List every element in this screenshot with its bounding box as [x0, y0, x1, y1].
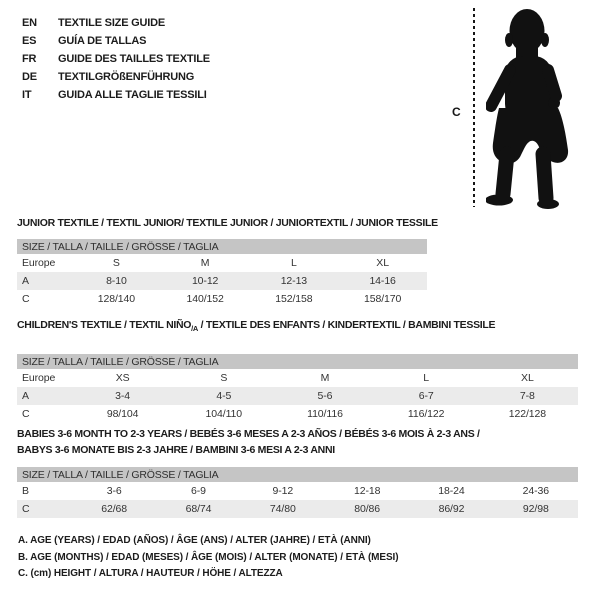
table-row	[17, 290, 427, 308]
cell: 80/86	[354, 503, 381, 515]
cell: 86/92	[438, 503, 465, 515]
cell: XL	[376, 257, 389, 269]
babies-section	[17, 426, 578, 518]
language-label: TEXTILE SIZE GUIDE	[58, 17, 166, 29]
row-label: B	[22, 485, 29, 497]
cell: 62/68	[101, 503, 128, 515]
row-label: Europe	[22, 372, 56, 385]
cell: 7-8	[519, 390, 535, 403]
cell: 68/74	[185, 503, 212, 515]
row-label: A	[22, 390, 29, 403]
list-item	[22, 50, 210, 68]
language-code: DE	[22, 71, 37, 83]
size-header-bar: SIZE / TALLA / TAILLE / GRÖSSE / TAGLIA	[17, 239, 427, 254]
table-row	[17, 369, 578, 387]
babies-section-title-line1: BABIES 3-6 MONTH TO 2-3 YEARS / BEBÉS 3-6 MESES A 2-3 AÑOS / BÉBÉS 3-6 MOIS À 2-3 ANS /	[17, 428, 480, 440]
cell: 8-10	[106, 275, 127, 287]
cell: M	[320, 372, 330, 385]
cell: 74/80	[269, 503, 296, 515]
cell: 140/152	[186, 293, 224, 305]
junior-section-title: JUNIOR TEXTILE / TEXTIL JUNIOR/ TEXTILE JUNIOR / JUNIORTEXTIL / JUNIOR TESSILE	[17, 217, 438, 229]
language-label: TEXTILGRÖßENFÜHRUNG	[58, 71, 195, 83]
language-list	[22, 14, 210, 104]
babies-section-title-line2: BABYS 3-6 MONATE BIS 2-3 JAHRE / BAMBINI 3-6 MESI A 2-3 ANNI	[17, 444, 335, 456]
row-label: A	[22, 275, 29, 287]
cell: 18-24	[438, 485, 465, 497]
cell: 24-36	[522, 485, 549, 497]
cell: 122/128	[508, 408, 546, 421]
legend-line-b: B. AGE (MONTHS) / EDAD (MESES) / ÂGE (MOIS) / ALTER (MONATE) / ETÀ (MESI)	[18, 551, 399, 563]
table-row	[17, 482, 578, 500]
cell: 12-13	[280, 275, 308, 287]
cell: 128/140	[97, 293, 135, 305]
cell: 92/98	[522, 503, 549, 515]
children-size-table	[17, 354, 578, 423]
legend-line-c: C. (cm) HEIGHT / ALTURA / HAUTEUR / HÖHE / ALTEZZA	[18, 568, 283, 579]
cell: 152/158	[275, 293, 313, 305]
cell: XL	[521, 372, 534, 385]
language-code: IT	[22, 89, 32, 101]
cell: S	[112, 257, 120, 269]
language-code: FR	[22, 53, 37, 65]
row-label: C	[22, 408, 30, 421]
cell: 10-12	[191, 275, 219, 287]
cell: 104/110	[205, 408, 243, 421]
cell: 14-16	[369, 275, 396, 287]
cell: 4-5	[216, 390, 232, 403]
cell: L	[423, 372, 430, 385]
table-row	[17, 272, 427, 290]
list-item	[22, 68, 210, 86]
cell: 6-9	[191, 485, 206, 497]
row-label: Europe	[22, 257, 56, 269]
cell: 6-7	[418, 390, 434, 403]
cell: M	[200, 257, 210, 269]
list-item	[22, 32, 210, 50]
measurement-legend	[18, 533, 398, 583]
table-row	[17, 254, 427, 272]
table-row	[17, 405, 578, 423]
size-header-bar: SIZE / TALLA / TAILLE / GRÖSSE / TAGLIA	[17, 467, 578, 482]
junior-size-table	[17, 239, 427, 308]
junior-section	[17, 216, 438, 308]
baby-silhouette	[486, 4, 596, 211]
height-measure-dashed-line	[473, 8, 475, 207]
cell: 110/116	[307, 408, 343, 421]
height-measure-label: C	[452, 105, 461, 119]
cell: 158/170	[363, 293, 402, 305]
cell: 3-6	[106, 485, 122, 497]
cell: L	[291, 257, 297, 269]
children-section	[17, 318, 578, 423]
cell: 5-6	[317, 390, 333, 403]
table-row	[17, 387, 578, 405]
cell: S	[220, 372, 228, 385]
row-label: C	[22, 293, 30, 305]
cell: 9-12	[272, 485, 294, 497]
language-code: EN	[22, 17, 37, 29]
list-item	[22, 86, 210, 104]
cell: 116/122	[407, 408, 445, 421]
language-code: ES	[22, 35, 37, 47]
babies-size-table	[17, 467, 578, 518]
language-label: GUIDE DES TAILLES TEXTILE	[58, 53, 210, 65]
legend-line-a: A. AGE (YEARS) / EDAD (AÑOS) / ÂGE (ANS) / ALTER (JAHRE) / ETÀ (ANNI)	[18, 535, 371, 546]
children-section-title: CHILDREN'S TEXTILE / TEXTIL $NIÑO_{/A}$ / TEXTILE DES ENFANTS / KINDERTEXTIL / BAMBINI TESSILE	[17, 319, 496, 334]
row-label: C	[22, 503, 30, 515]
cell: XS	[115, 372, 130, 385]
size-header-bar: SIZE / TALLA / TAILLE / GRÖSSE / TAGLIA	[17, 354, 578, 369]
cell: 12-18	[353, 485, 381, 497]
list-item	[22, 14, 210, 32]
language-label: GUIDA ALLE TAGLIE TESSILI	[58, 89, 207, 101]
table-row	[17, 500, 578, 518]
language-label: GUÍA DE TALLAS	[58, 35, 147, 47]
cell: 98/104	[106, 408, 139, 421]
cell: 3-4	[115, 390, 131, 403]
